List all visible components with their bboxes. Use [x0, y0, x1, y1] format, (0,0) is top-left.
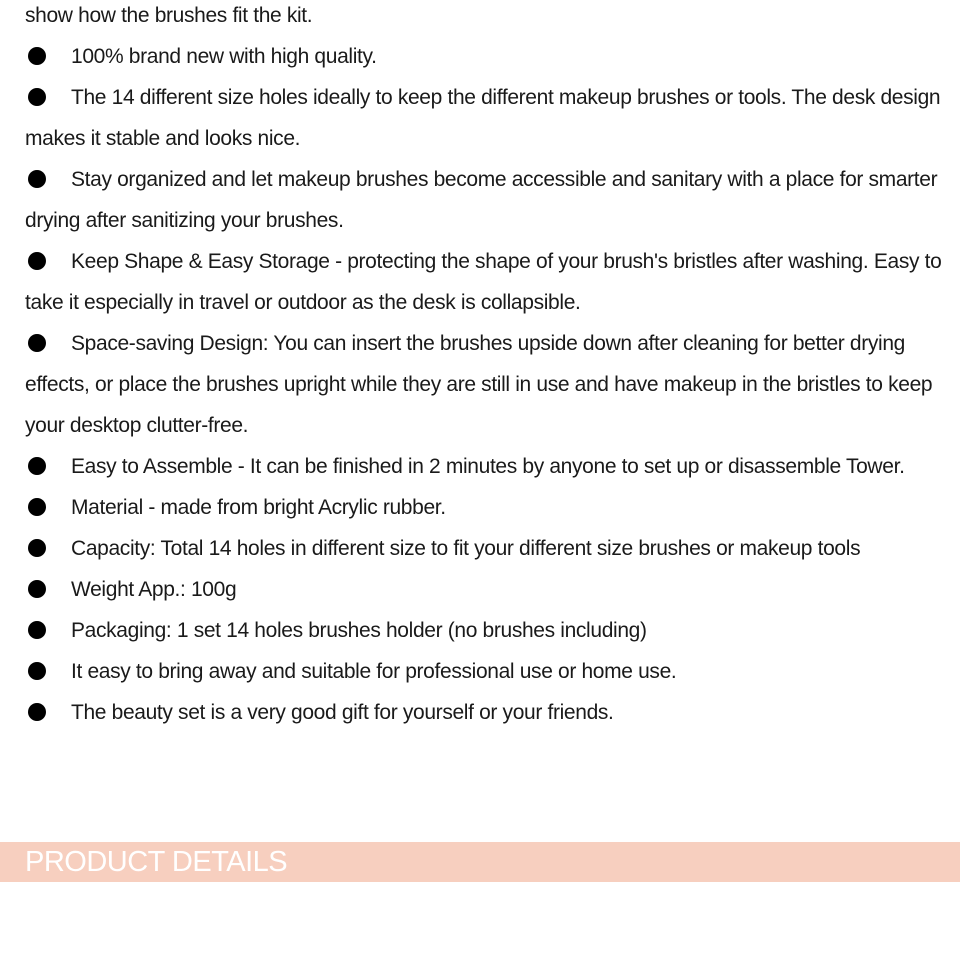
feature-text: Weight App.: 100g — [71, 578, 237, 601]
bullet-dot-icon — [28, 457, 46, 475]
section-title: PRODUCT DETAILS — [25, 846, 288, 878]
feature-text: Material - made from bright Acrylic rubber. — [71, 496, 446, 519]
bullet-dot-icon — [28, 170, 46, 188]
feature-text: The beauty set is a very good gift for yourself or your friends. — [71, 701, 614, 724]
feature-item — [25, 528, 955, 569]
bullet-dot-icon — [28, 252, 46, 270]
feature-text: The 14 different size holes ideally to keep the different makeup brushes or tools. The desk design makes it stable and looks nice. — [25, 86, 941, 150]
bullet-dot-icon — [28, 539, 46, 557]
feature-item — [25, 159, 955, 241]
feature-text: Stay organized and let makeup brushes become accessible and sanitary with a place for smarter drying after sanitizing your brushes. — [25, 168, 938, 232]
product-description — [25, 0, 955, 733]
feature-text: Space-saving Design: You can insert the brushes upside down after cleaning for better drying effects, or place the brushes upright while they are still in use and have makeup in the bristles to keep your desktop clutter-free. — [25, 332, 933, 437]
feature-item — [25, 323, 955, 446]
bullet-dot-icon — [28, 88, 46, 106]
feature-text: Keep Shape & Easy Storage - protecting the shape of your brush's bristles after washing. Easy to take it especially in travel or outdoor as the desk is collapsible. — [25, 250, 942, 314]
feature-item — [25, 569, 955, 610]
bullet-dot-icon — [28, 498, 46, 516]
feature-item — [25, 36, 955, 77]
feature-item — [25, 610, 955, 651]
intro-text: show how the brushes fit the kit. — [25, 4, 313, 27]
feature-item — [25, 77, 955, 159]
bullet-dot-icon — [28, 580, 46, 598]
feature-item — [25, 446, 955, 487]
bullet-dot-icon — [28, 703, 46, 721]
product-details-banner — [0, 842, 960, 882]
feature-text: It easy to bring away and suitable for professional use or home use. — [71, 660, 677, 683]
bullet-dot-icon — [28, 662, 46, 680]
bullet-dot-icon — [28, 621, 46, 639]
bullet-dot-icon — [28, 334, 46, 352]
bullet-dot-icon — [28, 47, 46, 65]
feature-list — [25, 36, 955, 733]
feature-item — [25, 692, 955, 733]
feature-text: Capacity: Total 14 holes in different size to fit your different size brushes or makeup tools — [71, 537, 861, 560]
feature-text: 100% brand new with high quality. — [71, 45, 377, 68]
feature-text: Packaging: 1 set 14 holes brushes holder (no brushes including) — [71, 619, 647, 642]
feature-item — [25, 241, 955, 323]
feature-item — [25, 487, 955, 528]
feature-text: Easy to Assemble - It can be finished in 2 minutes by anyone to set up or disassemble Tower. — [71, 455, 905, 478]
feature-item — [25, 651, 955, 692]
